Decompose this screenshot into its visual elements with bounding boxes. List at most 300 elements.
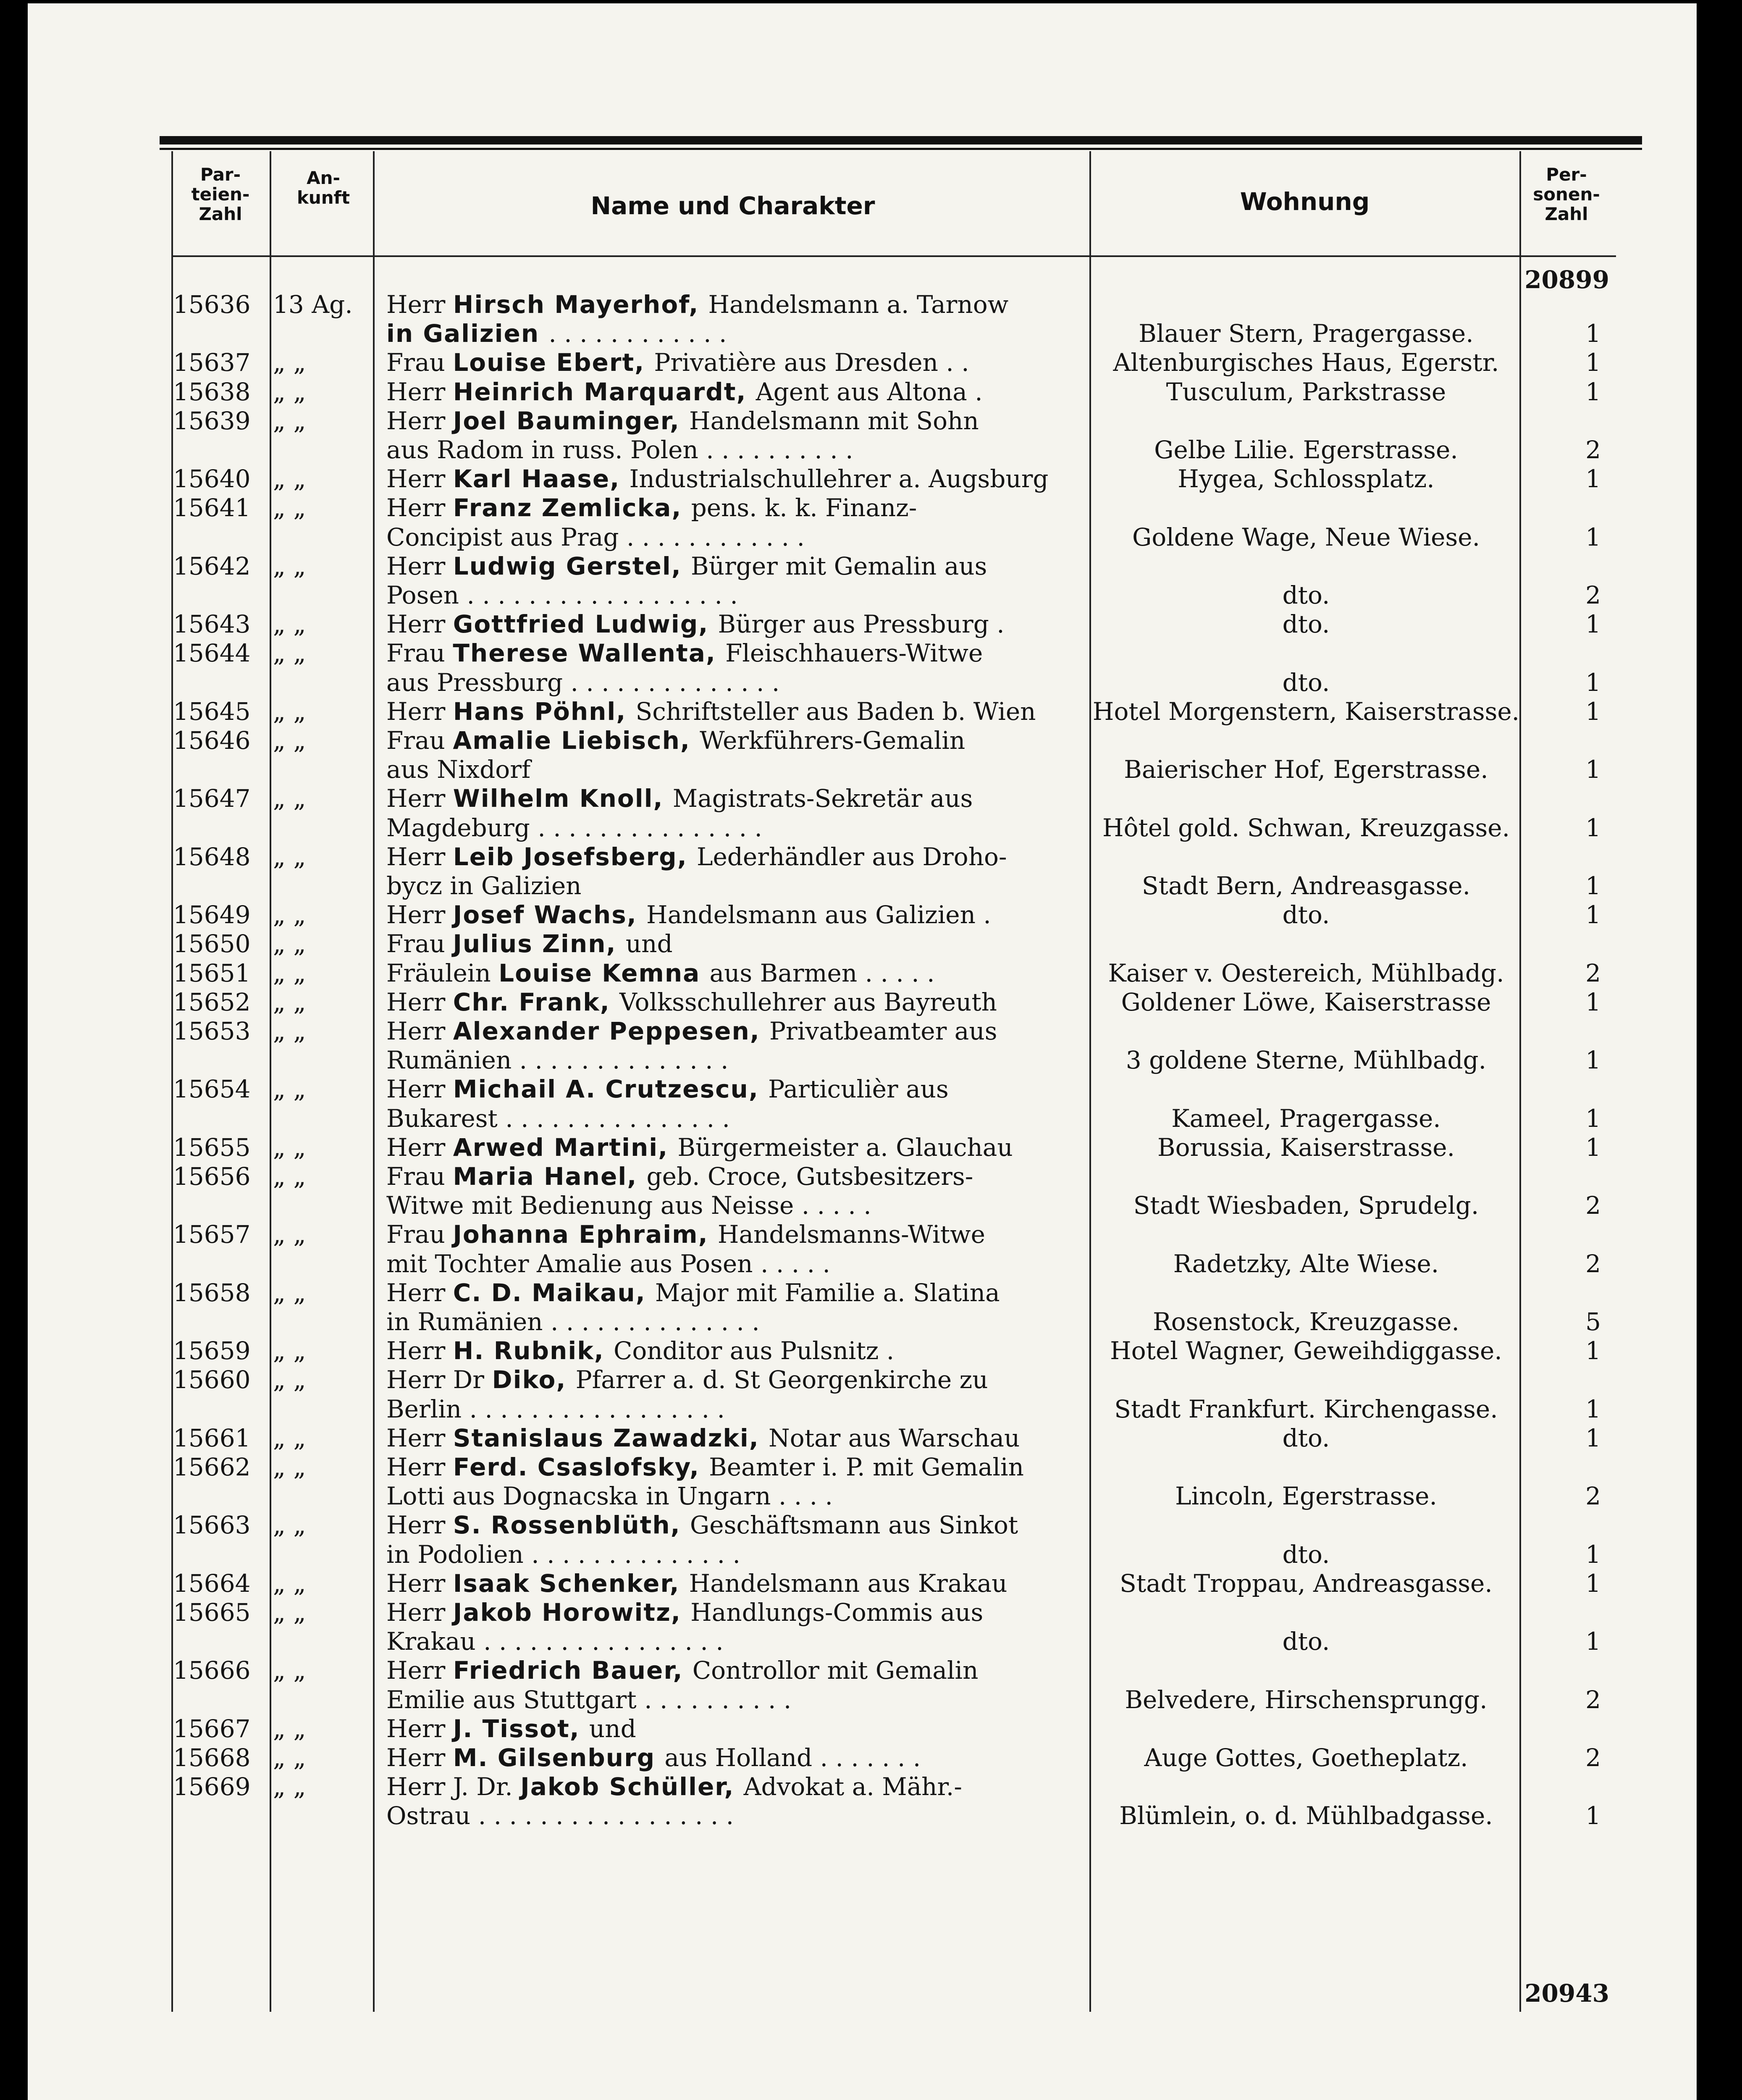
name-and-character [386,580,1088,610]
arrival-date: „ „ [273,465,306,493]
guest-name: M. Gilsenburg [453,1743,665,1772]
residence: Goldene Wage, Neue Wiese. [1132,523,1480,551]
residence: Kameel, Pragergasse. [1171,1104,1441,1133]
description: Bürgermeister a. Glauchau [677,1133,1013,1162]
name-and-character [386,1627,1088,1656]
top-rule-thin [160,148,1642,150]
person-count: 1 [1585,668,1601,697]
name-and-character [386,522,1088,552]
arrival-date: „ „ [273,784,306,813]
residence: 3 goldene Sterne, Mühlbadg. [1125,1046,1487,1074]
name-and-character [386,1423,1088,1453]
party-number [173,1104,274,1133]
description: Lederhändler aus Droho- [696,843,1007,871]
arrival-date [273,755,374,784]
guest-name: Amalie Liebisch, [453,726,700,755]
guest-name: Michail A. Crutzescu, [453,1075,769,1103]
description: Bukarest . . . . . . . . . . . . . . . [386,1104,730,1133]
name-and-character [386,1278,1088,1307]
description: bycz in Galizien [386,872,582,900]
title: Herr [386,1598,453,1627]
description: Schriftsteller aus Baden b. Wien [635,697,1036,726]
arrival-date: „ „ [273,1336,306,1365]
residence: Stadt Frankfurt. Kirchengasse. [1114,1395,1498,1423]
party-number [173,580,274,610]
arrival-date: 13 Ag. [273,290,353,319]
guest-name: Friedrich Bauer, [453,1656,693,1685]
person-count: 1 [1585,378,1601,406]
residence: Gelbe Lilie. Egerstrasse. [1154,436,1458,464]
guest-name: Ferd. Csaslofsky, [453,1453,709,1481]
party-number: 15669 [173,1772,251,1801]
guest-name: Joel Bauminger, [453,407,690,435]
title: Frau [386,929,453,958]
party-number: 15658 [173,1278,251,1307]
party-number [173,435,274,465]
description: aus Radom in russ. Polen . . . . . . . . . . [386,436,853,464]
person-count: 2 [1585,959,1601,987]
party-number [173,1249,274,1278]
name-and-character [386,1510,1088,1540]
arrival-date: „ „ [273,1656,306,1685]
party-number: 15665 [173,1598,251,1627]
name-and-character [386,1191,1088,1220]
name-and-character [386,1336,1088,1365]
party-number [173,871,274,900]
person-count: 1 [1585,1133,1601,1162]
person-count: 1 [1585,1424,1601,1452]
title: Herr [386,378,453,406]
party-number: 15642 [173,552,251,580]
person-count: 2 [1585,436,1601,464]
arrival-date: „ „ [273,1017,306,1045]
party-number: 15639 [173,407,251,435]
guest-name: Julius Zinn, [453,929,626,958]
name-and-character [386,813,1088,843]
arrival-date [273,1685,374,1714]
residence: Lincoln, Egerstrasse. [1175,1482,1437,1510]
title: Herr [386,465,453,493]
guest-name: Hirsch Mayerhof, [453,290,708,319]
party-number [173,1540,274,1569]
person-count: 1 [1585,1801,1601,1830]
party-number: 15666 [173,1656,251,1685]
description: und [625,929,673,958]
description: Privatière aus Dresden . . [654,348,969,377]
arrival-date [273,1104,374,1133]
person-count: 1 [1585,1336,1601,1365]
arrival-date: „ „ [273,1511,306,1539]
guest-name: Louise Ebert, [453,348,654,377]
name-and-character [386,435,1088,465]
arrival-date [273,435,374,465]
description: aus Nixdorf [386,755,531,784]
person-count: 1 [1585,523,1601,551]
party-number: 15657 [173,1220,251,1249]
arrival-date: „ „ [273,494,306,522]
title: Herr [386,988,453,1016]
name-and-character [386,551,1088,581]
party-number: 15636 [173,290,251,319]
party-number [173,755,274,784]
guest-name: Heinrich Marquardt, [453,378,756,406]
arrival-date: „ „ [273,1743,306,1772]
description: Krakau . . . . . . . . . . . . . . . . [386,1627,724,1656]
residence: dto. [1282,1424,1330,1452]
name-and-character [386,1452,1088,1482]
party-number [173,813,274,843]
person-count: 1 [1585,1627,1601,1656]
description: aus Holland . . . . . . . [664,1743,921,1772]
title: Herr [386,843,453,871]
name-and-character [386,668,1088,697]
description: Conditor aus Pulsnitz . [614,1336,895,1365]
name-and-character [386,1074,1088,1104]
arrival-date [273,668,374,697]
person-count: 1 [1585,988,1601,1016]
name-and-character [386,1772,1088,1801]
description: Witwe mit Bedienung aus Neisse . . . . . [386,1191,871,1220]
name-and-character [386,319,1088,348]
person-count: 1 [1585,1569,1601,1598]
title: Herr [386,290,453,319]
arrival-date: „ „ [273,900,306,929]
guest-name: Gottfried Ludwig, [453,610,718,638]
name-and-character [386,377,1088,407]
description: geb. Croce, Gutsbesitzers- [646,1162,973,1191]
residence: Auge Gottes, Goetheplatz. [1144,1743,1468,1772]
title: Herr [386,1278,453,1307]
person-count: 1 [1585,1540,1601,1569]
party-number [173,1307,274,1336]
description: Major mit Familie a. Slatina [655,1278,1000,1307]
title: Fräulein [386,959,499,987]
title: Frau [386,348,453,377]
person-count: 1 [1585,755,1601,784]
residence: Stadt Troppau, Andreasgasse. [1120,1569,1493,1598]
residence: dto. [1282,1627,1330,1656]
residence: Blauer Stern, Pragergasse. [1139,319,1474,348]
description: in Rumänien . . . . . . . . . . . . . . [386,1307,760,1336]
name-and-character [386,900,1088,929]
name-and-character [386,929,1088,958]
person-count: 2 [1585,1743,1601,1772]
description: in Podolien . . . . . . . . . . . . . . [386,1540,740,1569]
name-and-character [386,1685,1088,1714]
final-total: 20943 [1524,1979,1609,2008]
party-number [173,668,274,697]
party-number: 15661 [173,1424,251,1452]
guest-name: H. Rubnik, [453,1336,614,1365]
name-and-character [386,1743,1088,1772]
guest-name: Alexander Peppesen, [453,1017,769,1045]
description: Particulièr aus [768,1075,949,1103]
arrival-date: „ „ [273,1569,306,1598]
party-number [173,1394,274,1424]
name-and-character [386,1045,1088,1075]
description: Handelsmann aus Galizien . [646,900,991,929]
residence: Blümlein, o. d. Mühlbadgasse. [1119,1801,1493,1830]
party-number: 15641 [173,494,251,522]
name-and-character [386,1801,1088,1830]
title: Herr [386,697,453,726]
person-count: 2 [1585,581,1601,609]
description: mit Tochter Amalie aus Posen . . . . . [386,1250,830,1278]
party-number: 15662 [173,1453,251,1481]
name-and-character [386,406,1088,436]
person-count: 1 [1585,1046,1601,1074]
person-count: 1 [1585,348,1601,377]
name-and-character [386,1307,1088,1336]
arrival-date: „ „ [273,726,306,755]
person-count: 1 [1585,872,1601,900]
residence: Hotel Wagner, Geweihdiggasse. [1110,1336,1502,1365]
guest-name: Diko, [492,1365,576,1394]
title: Herr [386,1075,453,1103]
title: Herr [386,1714,453,1743]
person-count: 1 [1585,319,1601,348]
arrival-date: „ „ [273,1133,306,1162]
arrival-date: „ „ [273,552,306,580]
party-number: 15637 [173,348,251,377]
arrival-date: „ „ [273,639,306,667]
residence: Belvedere, Hirschensprungg. [1125,1685,1488,1714]
guest-name: Therese Wallenta, [453,639,726,667]
title: Herr [386,1511,453,1539]
guest-name: Leib Josefsberg, [453,843,697,871]
party-number: 15659 [173,1336,251,1365]
party-number: 15655 [173,1133,251,1162]
party-number: 15645 [173,697,251,726]
arrival-date: „ „ [273,697,306,726]
description: Handelsmann aus Krakau [689,1569,1007,1598]
arrival-date [273,580,374,610]
description: Magdeburg . . . . . . . . . . . . . . . [386,814,762,842]
name-and-character [386,1394,1088,1424]
arrival-date: „ „ [273,348,306,377]
description: Werkführers-Gemalin [700,726,965,755]
residence: Altenburgisches Haus, Egerstr. [1113,348,1499,377]
description: Ostrau . . . . . . . . . . . . . . . . . [386,1801,734,1830]
residence: dto. [1282,668,1330,697]
party-number: 15667 [173,1714,251,1743]
arrival-date: „ „ [273,1075,306,1103]
person-count: 1 [1585,1395,1601,1423]
arrival-date [273,1045,374,1075]
title: Herr [386,1017,453,1045]
guest-name: Josef Wachs, [453,900,646,929]
residence: Borussia, Kaiserstrasse. [1157,1133,1455,1162]
person-count: 1 [1585,1104,1601,1133]
name-and-character [386,987,1088,1017]
person-count: 2 [1585,1482,1601,1510]
description: Berlin . . . . . . . . . . . . . . . . . [386,1395,725,1423]
party-number [173,1685,274,1714]
description: Geschäftsmann aus Sinkot [690,1511,1018,1539]
description: Rumänien . . . . . . . . . . . . . . [386,1046,729,1074]
party-number [173,1627,274,1656]
guest-name: Chr. Frank, [453,988,619,1016]
guest-name: Maria Hanel, [453,1162,647,1191]
description: Lotti aus Dognacska in Ungarn . . . . [386,1482,833,1510]
description: Agent aus Altona . [756,378,983,406]
name-and-character [386,1714,1088,1743]
party-number: 15651 [173,959,251,987]
name-and-character [386,1365,1088,1394]
description: Emilie aus Stuttgart . . . . . . . . . . [386,1685,792,1714]
arrival-date [273,813,374,843]
name-and-character [386,1598,1088,1627]
party-number: 15649 [173,900,251,929]
residence: Stadt Wiesbaden, Sprudelg. [1133,1191,1479,1220]
arrival-date: „ „ [273,1598,306,1627]
arrival-date: „ „ [273,988,306,1016]
description: aus Pressburg . . . . . . . . . . . . . . [386,668,780,697]
title: Herr [386,784,453,813]
header-wohnung: Wohnung [1240,187,1370,216]
title: Frau [386,1220,453,1249]
arrival-date [273,1801,374,1830]
guest-name: in Galizien [386,319,549,348]
name-and-character [386,290,1088,319]
arrival-date [273,522,374,552]
residence: dto. [1282,610,1330,638]
guest-name: Isaak Schenker, [453,1569,689,1598]
title: Herr [386,1453,453,1481]
arrival-date: „ „ [273,843,306,871]
description: Handelsmanns-Witwe [717,1220,986,1249]
name-and-character [386,871,1088,900]
name-and-character [386,638,1088,668]
residence: Hôtel gold. Schwan, Kreuzgasse. [1102,814,1510,842]
description: aus Barmen . . . . . [709,959,935,987]
guest-name: Jakob Schüller, [520,1772,744,1801]
arrival-date: „ „ [273,1220,306,1249]
description: . . . . . . . . . . . . [548,319,727,348]
arrival-date: „ „ [273,407,306,435]
name-and-character [386,1220,1088,1249]
description: Magistrats-Sekretär aus [672,784,973,813]
residence: Radetzky, Alte Wiese. [1173,1250,1439,1278]
person-count: 1 [1585,697,1601,726]
residence: Goldener Löwe, Kaiserstrasse [1121,988,1491,1016]
arrival-date [273,1540,374,1569]
name-and-character [386,1481,1088,1511]
guest-name: Hans Pöhnl, [453,697,636,726]
residence: Hygea, Schlossplatz. [1178,465,1435,493]
description: Bürger aus Pressburg . [718,610,1005,638]
title: Herr [386,407,453,435]
person-count: 2 [1585,1685,1601,1714]
top-rule [160,136,1642,144]
description: Handelsmann mit Sohn [689,407,979,435]
arrival-date [273,319,374,348]
name-and-character [386,609,1088,639]
guest-name: Wilhelm Knoll, [453,784,673,813]
description: Industrialschullehrer a. Augsburg [629,465,1049,493]
title: Herr [386,1743,453,1772]
name-and-character [386,348,1088,377]
guest-name: S. Rossenblüth, [453,1511,690,1539]
arrival-date [273,1394,374,1424]
guest-name: Franz Zemlicka, [453,494,691,522]
party-number: 15656 [173,1162,251,1191]
residence: Tusculum, Parkstrasse [1166,378,1446,406]
arrival-date: „ „ [273,1772,306,1801]
description: Posen . . . . . . . . . . . . . . . . . . [386,581,738,609]
name-and-character [386,493,1088,522]
title: Herr J. Dr. [386,1772,521,1801]
party-number: 15668 [173,1743,251,1772]
title: Herr [386,610,453,638]
arrival-date: „ „ [273,959,306,987]
description: pens. k. k. Finanz- [691,494,917,522]
arrival-date: „ „ [273,1162,306,1191]
arrival-date: „ „ [273,378,306,406]
name-and-character [386,784,1088,813]
title: Herr [386,1424,453,1452]
guest-name: Ludwig Gerstel, [453,552,691,580]
person-count: 1 [1585,814,1601,842]
description: Bürger mit Gemalin aus [690,552,987,580]
description: Handelsmann a. Tarnow [708,290,1009,319]
residence: Stadt Bern, Andreasgasse. [1141,872,1471,900]
header-personen-zahl: Per- sonen- Zahl [1533,164,1600,225]
arrival-date [273,1627,374,1656]
description: Concipist aus Prag . . . . . . . . . . . . [386,523,805,551]
name-and-character [386,842,1088,872]
party-number [173,1481,274,1511]
arrival-date: „ „ [273,1714,306,1743]
person-count: 2 [1585,1191,1601,1220]
title: Frau [386,639,453,667]
guest-name: C. D. Maikau, [453,1278,655,1307]
party-number: 15650 [173,929,251,958]
party-number: 15660 [173,1365,251,1394]
party-number: 15640 [173,465,251,493]
party-number: 15646 [173,726,251,755]
description: Fleischhauers-Witwe [725,639,983,667]
title: Herr [386,494,453,522]
arrival-date [273,871,374,900]
party-number [173,1191,274,1220]
guest-name: Louise Kemna [498,959,710,987]
party-number [173,319,274,348]
name-and-character [386,726,1088,755]
residence: Rosenstock, Kreuzgasse. [1153,1307,1459,1336]
title: Herr [386,1336,453,1365]
title: Frau [386,726,453,755]
arrival-date: „ „ [273,929,306,958]
person-count: 1 [1585,610,1601,638]
guest-name: Jakob Horowitz, [453,1598,691,1627]
guest-name: Karl Haase, [453,465,630,493]
arrival-date: „ „ [273,1424,306,1452]
title: Herr [386,1569,453,1598]
title: Herr [386,552,453,580]
arrival-date: „ „ [273,1278,306,1307]
name-and-character [386,958,1088,988]
name-and-character [386,1540,1088,1569]
header-name-und-charakter: Name und Charakter [590,192,875,220]
header-rule [171,255,1616,257]
person-count: 1 [1585,465,1601,493]
residence: Baierischer Hof, Egerstrasse. [1124,755,1488,784]
guest-name: Johanna Ephraim, [453,1220,718,1249]
name-and-character [386,464,1088,494]
person-count: 2 [1585,1250,1601,1278]
name-and-character [386,1249,1088,1278]
